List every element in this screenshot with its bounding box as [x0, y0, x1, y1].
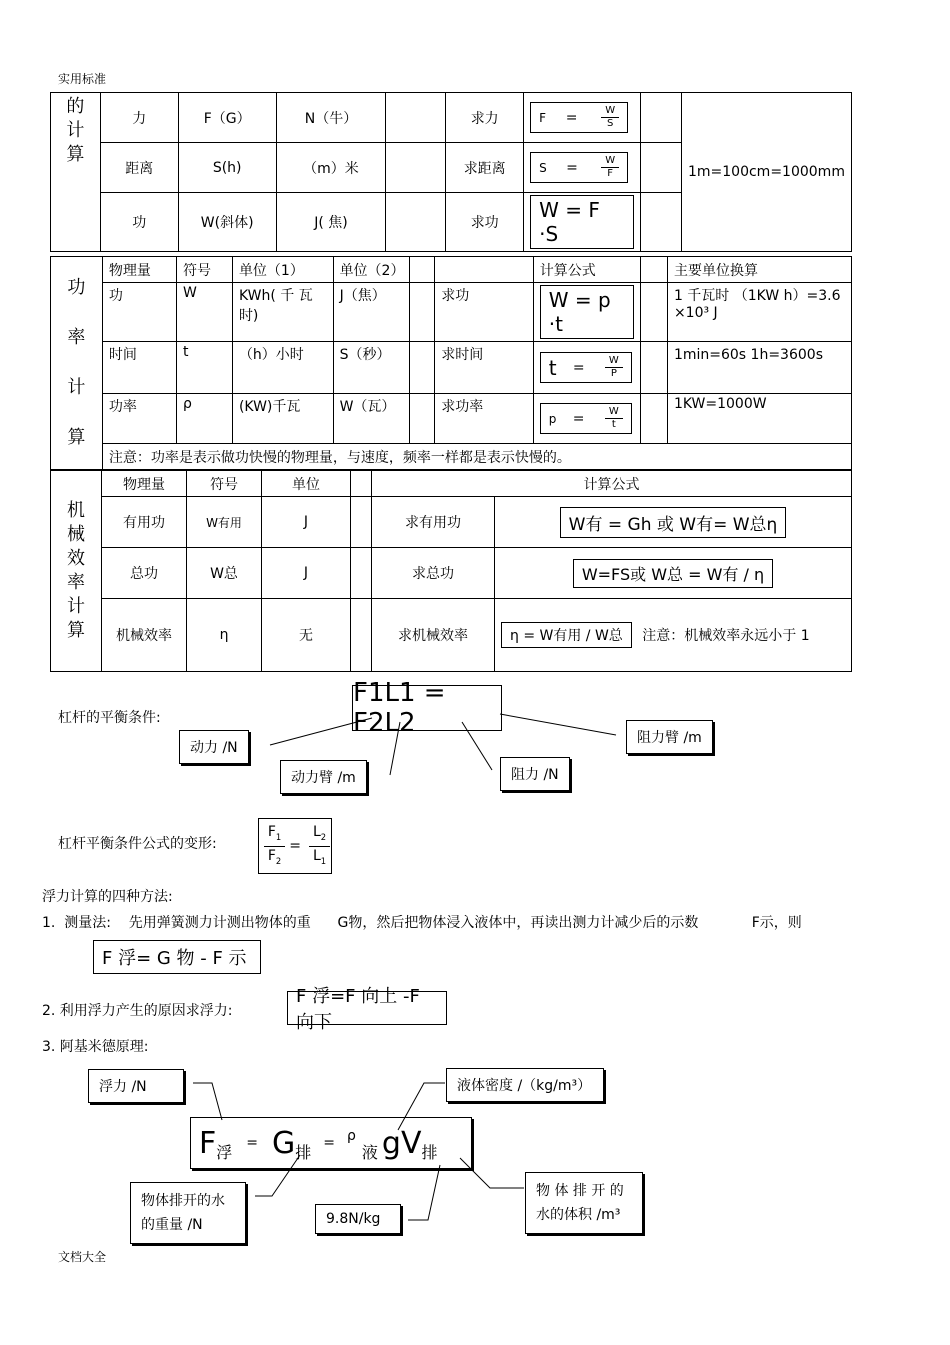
cell: W [177, 283, 233, 342]
header-cell: 单位（1） [232, 257, 333, 283]
lever-label: 杠杆的平衡条件: [58, 710, 161, 726]
cell: 力 [100, 93, 178, 143]
cell: W（瓦） [333, 394, 409, 444]
tag-force: 动力 /N [179, 730, 249, 764]
t1-side: 的 计 算 [51, 93, 101, 252]
cell: 1min=60s 1h=3600s [667, 342, 851, 394]
cell: 求机械效率 [372, 598, 495, 671]
header-cell: 计算公式 [533, 257, 640, 283]
tag-buoyancy: 浮力 /N [88, 1069, 184, 1103]
cell: W有用 [187, 497, 262, 548]
cell: ρ [177, 394, 233, 444]
cell: S(h) [178, 143, 276, 193]
formula-box: η = W有用 / W总 [501, 622, 632, 648]
cell: （m）米 [276, 143, 386, 193]
t2-side: 功 率 计 算 [51, 257, 103, 470]
archimedes-formula: F 浮 = G 排 = ρ 液 gV 排 [190, 1117, 472, 1169]
formula-box: W = p ·t [540, 285, 634, 339]
cell: J [262, 548, 351, 599]
tag-displaced-weight: 物体排开的水的重量 /N [130, 1182, 246, 1244]
lever-variant-label: 杠杆平衡条件公式的变形: [58, 836, 217, 852]
buoy-formula-2: F 浮=F 向上 -F 向下 [287, 991, 447, 1025]
cell: 无 [262, 598, 351, 671]
cell: 求有用功 [372, 497, 495, 548]
header-cell: 单位 [262, 471, 351, 497]
cell: 求时间 [435, 342, 534, 394]
conv-cell: 1m=100cm=1000mm [681, 93, 851, 252]
cell: 求功率 [435, 394, 534, 444]
header-cell: 单位（2） [333, 257, 409, 283]
tag-force-arm: 动力臂 /m [280, 760, 367, 794]
header-cell: 符号 [177, 257, 233, 283]
lever-variant-formula: $\frac{F_1}{F_2}$ = $\frac{L_2}{L_1}$ [258, 818, 332, 874]
cell: J [262, 497, 351, 548]
page-header: 实用标准 [58, 72, 107, 86]
buoy-title: 浮力计算的四种方法: [42, 889, 173, 905]
header-cell: 计算公式 [372, 471, 852, 497]
cell: 机械效率 [102, 598, 187, 671]
formula-box: p = $\frac{W}{t}$ [540, 403, 632, 434]
tag-resistance-arm: 阻力臂 /m [626, 720, 713, 754]
header-cell: 物理量 [102, 471, 187, 497]
cell: F（G） [178, 93, 276, 143]
cell: （h）小时 [232, 342, 333, 394]
tag-liquid-density: 液体密度 /（kg/m³） [446, 1068, 604, 1102]
cell: 求功 [435, 283, 534, 342]
cell: 求功 [446, 193, 524, 252]
cell: η [187, 598, 262, 671]
tag-displaced-volume: 物 体 排 开 的 水的体积 /m³ [525, 1172, 643, 1234]
cell: (KW)千瓦 [232, 394, 333, 444]
formula-box: S = $\frac{W}{F}$ [530, 152, 628, 183]
cell: t [177, 342, 233, 394]
formula-box: W有 = Gh 或 W有= W总η [560, 507, 787, 538]
cell: 1 千瓦时 （1KW h）=3.6 ×10³ J [667, 283, 851, 342]
cell: W(斜体) [178, 193, 276, 252]
buoy-method-1: 1. 测量法: 先用弹簧测力计测出物体的重 G物，然后把物体浸入液体中，再读出测力计减少后的示数 F示，则 [42, 915, 802, 931]
buoy-formula-1: F 浮= G 物 - F 示 [93, 940, 261, 974]
cell: 功 [100, 193, 178, 252]
formula-box: W=FS或 W总 = W有 / η [573, 559, 773, 588]
tag-resistance: 阻力 /N [500, 757, 570, 791]
cell: J( 焦) [276, 193, 386, 252]
cell: 总功 [102, 548, 187, 599]
cell: 功 [102, 283, 176, 342]
cell: 功率 [102, 394, 176, 444]
efficiency-note: 注意：机械效率永远小于 1 [642, 627, 810, 644]
tag-gravity-constant: 9.8N/kg [315, 1204, 401, 1234]
cell: J（焦） [333, 283, 409, 342]
cell: 有用功 [102, 497, 187, 548]
cell: W总 [187, 548, 262, 599]
header-cell: 物理量 [102, 257, 176, 283]
cell: KWh( 千 瓦时) [232, 283, 333, 342]
cell: N（牛） [276, 93, 386, 143]
cell: 1KW=1000W [667, 394, 851, 444]
buoy-method-3: 3. 阿基米德原理: [42, 1039, 149, 1055]
cell: 求距离 [446, 143, 524, 193]
t3-side: 机 械 效 率 计 算 [51, 471, 102, 672]
cell: 时间 [102, 342, 176, 394]
cell: 距离 [100, 143, 178, 193]
cell: S（秒） [333, 342, 409, 394]
header-cell: 主要单位换算 [667, 257, 851, 283]
note-cell: 注意：功率是表示做功快慢的物理量，与速度，频率一样都是表示快慢的。 [102, 444, 851, 470]
cell: 求力 [446, 93, 524, 143]
lever-formula: F1L1 = F2L2 [352, 685, 502, 731]
cell: 求总功 [372, 548, 495, 599]
formula-box: W = F ·S [530, 195, 634, 249]
page-footer: 文档大全 [58, 1250, 107, 1264]
header-cell: 符号 [187, 471, 262, 497]
formula-box: t = $\frac{W}{P}$ [540, 352, 632, 383]
buoy-method-2: 2. 利用浮力产生的原因求浮力: [42, 1003, 233, 1019]
formula-box: F = $\frac{W}{S}$ [530, 102, 628, 133]
